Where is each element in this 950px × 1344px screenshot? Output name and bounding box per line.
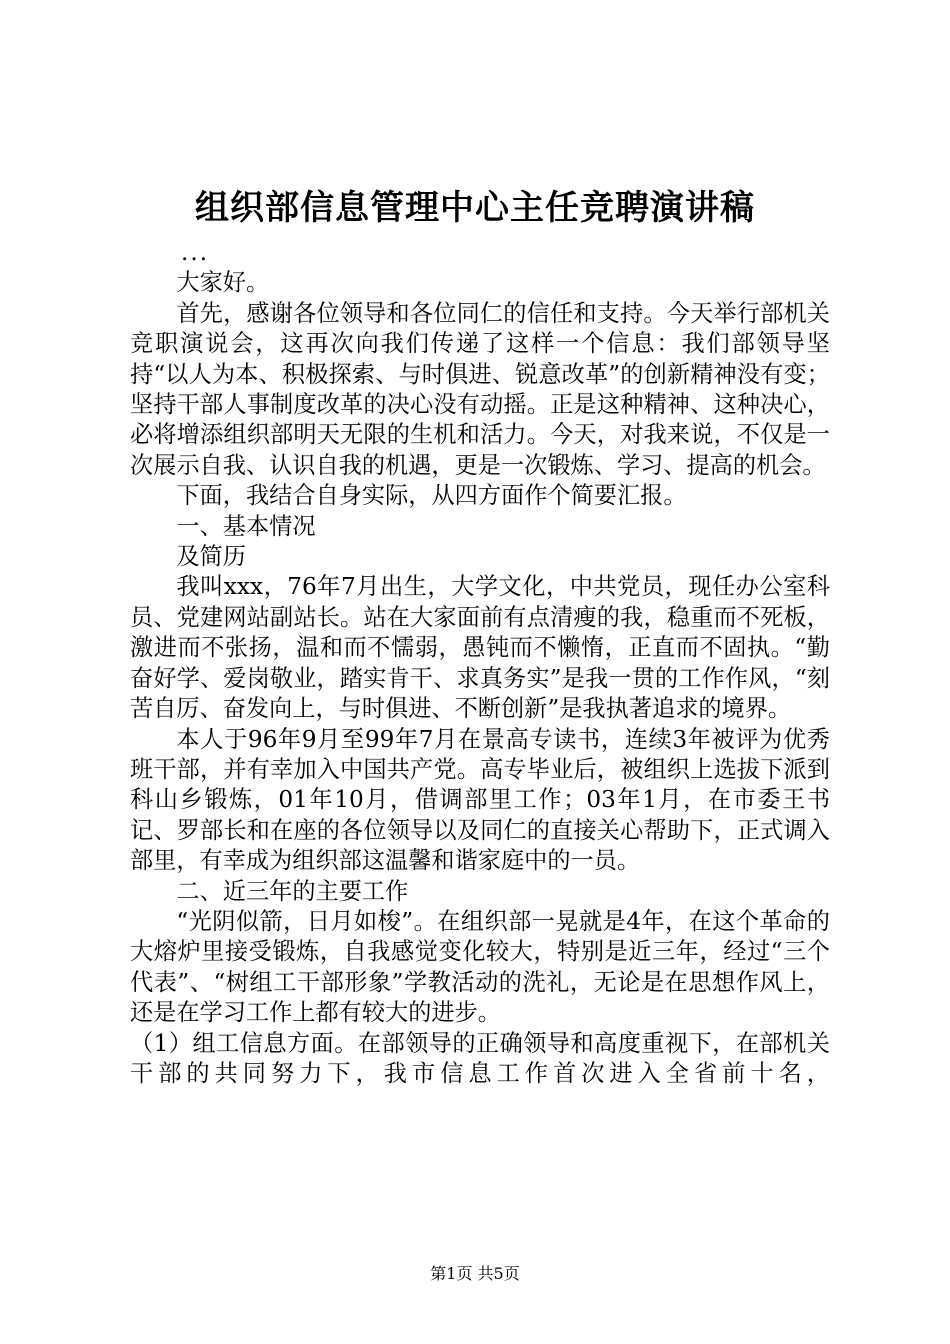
- section-heading-main-work: 二、近三年的主要工作: [176, 877, 409, 905]
- paragraph-thanks: 首先，感谢各位领导和各位同仁的信任和支持。今天举行部机关竞职演说会，这再次向我们传递了这样一个信息：我们部领导坚持“以人为本、积极探索、与时俱进、锐意改革”的创新精神没有变；坚持干部人事制度改革的决心没有动摇。正是这种精神、这种决心，必将增添组织部明天无限的生机和活力。今天，对我来说，不仅是一次展示自我、认识自我的机遇，更是一次锻炼、学习、提高的机会。: [130, 299, 830, 479]
- paragraph-ellipsis: ...: [181, 239, 210, 266]
- paragraph-recent-years: “光阴似箭，日月如梭”。在组织部一晃就是4年，在这个革命的大熔炉里接受锻炼，自我感觉变化较大，特别是近三年，经过“三个代表”、“树组工干部形象”学教活动的洗礼，无论是在思想作风上，还是在学习工作上都有较大的进步。: [130, 907, 830, 1027]
- paragraph-outline: 下面，我结合自身实际，从四方面作个简要汇报。: [176, 482, 687, 510]
- paragraph-education: 本人于96年9月至99年7月在景高专读书，连续3年被评为优秀班干部，并有幸加入中国共产党。高专毕业后，被组织上选拔下派到科山乡锻炼，01年10月，借调部里工作；03年1月，在市委王书记、罗部长和在座的各位领导以及同仁的直接关心帮助下，正式调入部里，有幸成为组织部这温馨和谐家庭中的一员。: [130, 725, 830, 875]
- section-heading-basic-info: 一、基本情况: [176, 512, 316, 540]
- section-heading-resume: 及简历: [176, 543, 246, 571]
- page-footer: 第1页 共5页: [430, 1264, 520, 1283]
- paragraph-self-intro: 我叫xxx，76年7月出生，大学文化，中共党员，现任办公室科员、党建网站副站长。站在大家面前有点清瘦的我，稳重而不死板，激进而不张扬，温和而不懦弱，愚钝而不懒惰，正直而不固执。“勤奋好学、爱岗敬业，踏实肯干、求真务实”是我一贯的工作作风，“刻苦自厉、奋发向上，与时俱进、不断创新”是我执著追求的境界。: [130, 573, 830, 723]
- paragraph-greeting: 大家好。: [176, 269, 270, 297]
- paragraph-info-work: （1）组工信息方面。在部领导的正确领导和高度重视下，在部机关干部的共同努力下，我市信息工作首次进入全省前十名，: [130, 1029, 830, 1087]
- document-title: 组织部信息管理中心主任竞聘演讲稿: [195, 188, 755, 228]
- document-body: [130, 238, 830, 1089]
